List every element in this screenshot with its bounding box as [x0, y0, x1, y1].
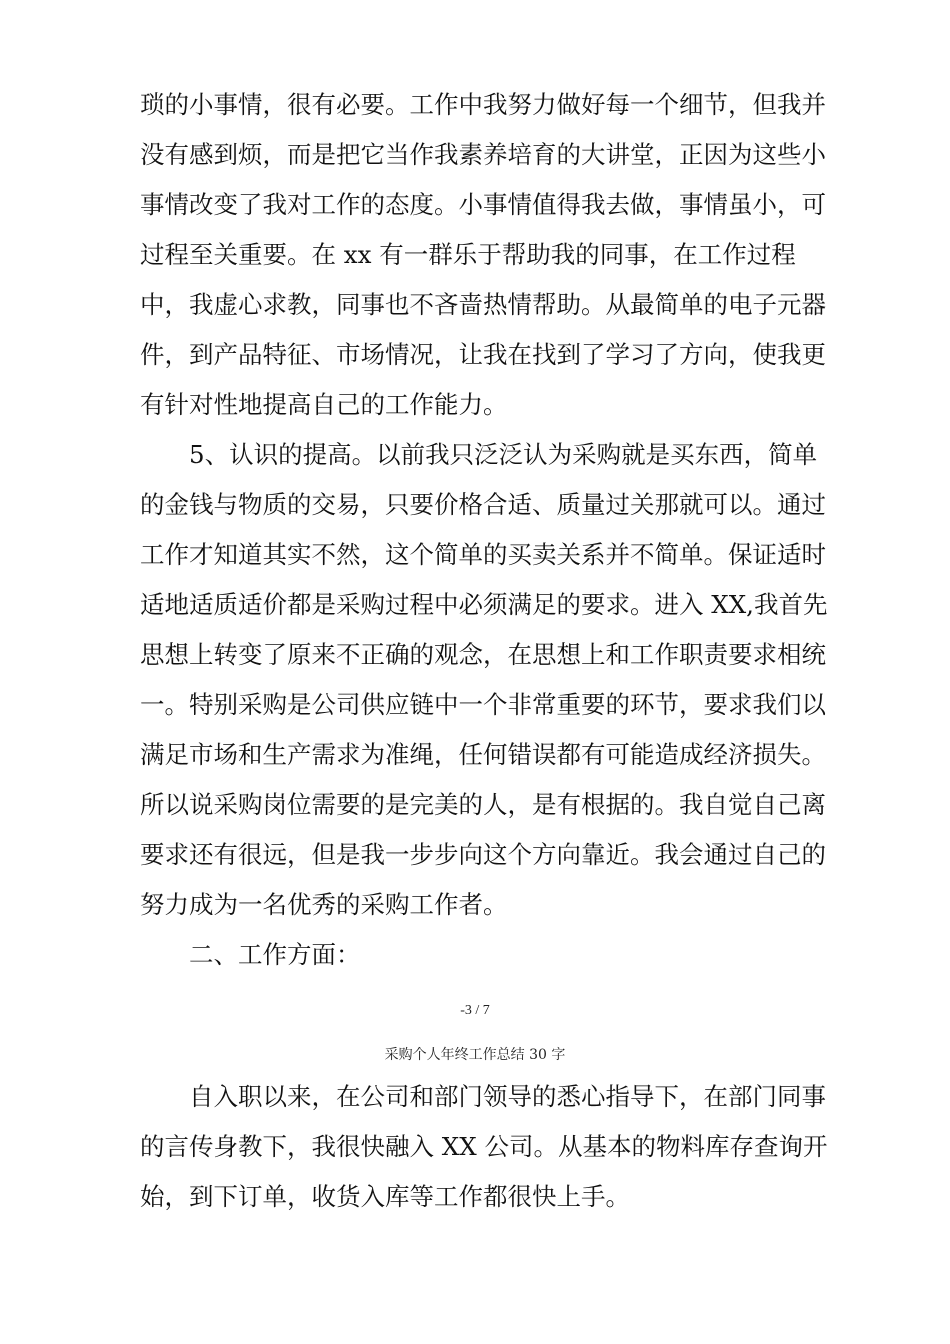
text-line: 一。特别采购是公司供应链中一个非常重要的环节，要求我们以	[140, 690, 826, 719]
text-line: 所以说采购岗位需要的是完美的人，是有根据的。我自觉自己离	[140, 790, 826, 819]
text-line: 要求还有很远，但是我一步步向这个方向靠近。我会通过自己的	[140, 840, 826, 869]
text-line: 5、认识的提高。以前我只泛泛认为采购就是买东西，简单	[140, 440, 818, 469]
text-line: 琐的小事情，很有必要。工作中我努力做好每一个细节，但我并	[140, 90, 826, 119]
text-line: 始，到下订单，收货入库等工作都很快上手。	[140, 1182, 630, 1211]
text-line: 适地适质适价都是采购过程中必须满足的要求。进入 XX,我首先	[140, 590, 828, 619]
running-title: 采购个人年终工作总结 30 字	[384, 1047, 566, 1063]
text-line: 满足市场和生产需求为准绳，任何错误都有可能造成经济损失。	[140, 740, 826, 769]
text-line: 的言传身教下，我很快融入 XX 公司。从基本的物料库存查询开	[140, 1132, 828, 1161]
text-line: 工作才知道其实不然，这个简单的买卖关系并不简单。保证适时	[140, 540, 826, 569]
page-number: -3 / 7	[460, 1003, 490, 1018]
body-text-top	[140, 80, 840, 980]
section-heading: 二、工作方面：	[140, 940, 361, 969]
text-line: 过程至关重要。在 xx 有一群乐于帮助我的同事，在工作过程	[140, 240, 796, 269]
text-line: 事情改变了我对工作的态度。小事情值得我去做，事情虽小，可	[140, 190, 826, 219]
text-line: 的金钱与物质的交易，只要价格合适、质量过关那就可以。通过	[140, 490, 826, 519]
text-line: 努力成为一名优秀的采购工作者。	[140, 890, 508, 919]
body-text-bottom	[140, 1072, 840, 1222]
text-line: 有针对性地提高自己的工作能力。	[140, 390, 508, 419]
text-line: 没有感到烦，而是把它当作我素养培育的大讲堂，正因为这些小	[140, 140, 826, 169]
text-line: 中，我虚心求教，同事也不吝啬热情帮助。从最简单的电子元器	[140, 290, 826, 319]
text-line: 自入职以来，在公司和部门领导的悉心指导下，在部门同事	[140, 1082, 826, 1111]
text-line: 件，到产品特征、市场情况，让我在找到了学习了方向，使我更	[140, 340, 826, 369]
text-line: 思想上转变了原来不正确的观念，在思想上和工作职责要求相统	[140, 640, 826, 669]
